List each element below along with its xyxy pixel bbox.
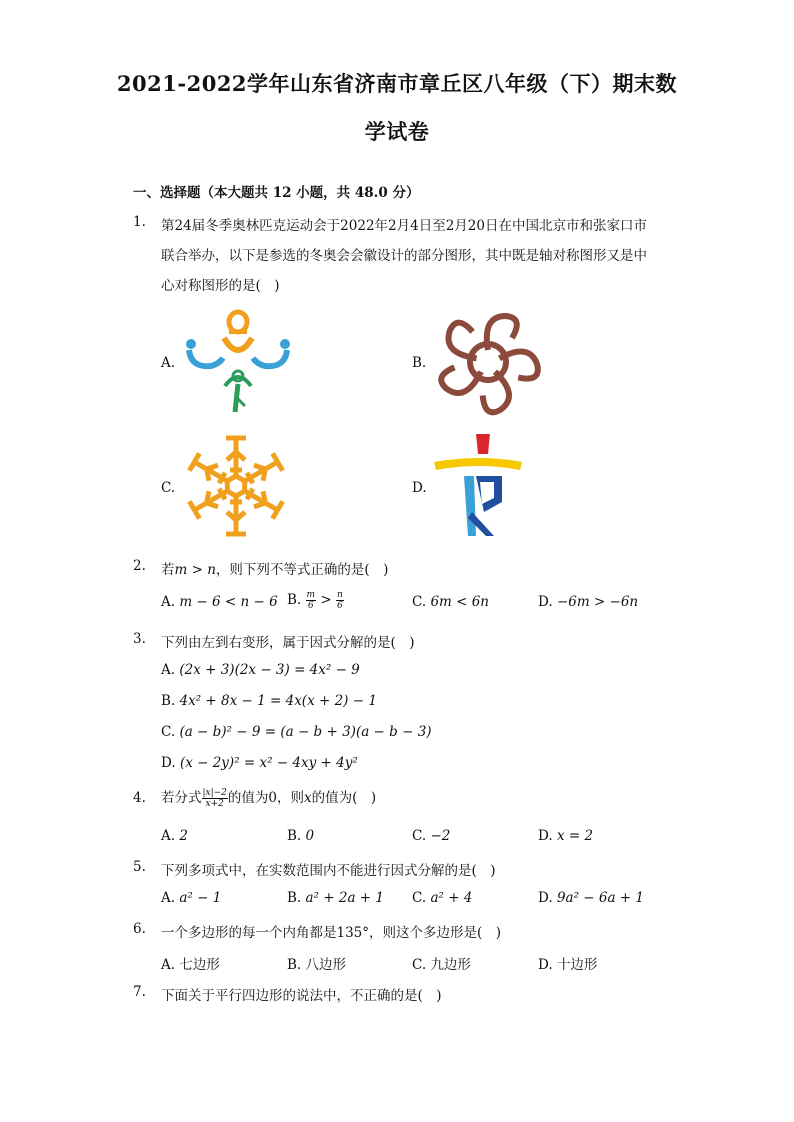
question-stem <box>161 786 376 809</box>
option-label: D. <box>538 957 553 973</box>
option-text: a² − 1 <box>179 890 222 906</box>
question-number: 3. <box>133 631 146 647</box>
option-label: B. <box>161 693 176 709</box>
option-b <box>287 953 346 973</box>
option-a <box>161 890 221 906</box>
fraction <box>306 590 317 611</box>
option-text: 6m < 6n <box>430 594 490 610</box>
question-text-line: 联合举办，以下是参选的冬奥会会徽设计的部分图形，其中既是轴对称图形又是中 <box>161 248 647 264</box>
option-text: 八边形 <box>305 957 347 973</box>
question-number: 7. <box>133 984 146 1000</box>
stem-math: m > n <box>174 562 216 578</box>
option-label: D. <box>538 890 553 906</box>
option-text: −2 <box>430 828 451 844</box>
option-text: 九边形 <box>430 957 471 973</box>
option-label: C. <box>412 890 427 906</box>
stem-text: 若分式 <box>161 790 202 806</box>
section-heading: 一、选择题（本大题共 12 小题，共 48.0 分） <box>133 185 420 201</box>
question-stem: 下面关于平行四边形的说法中，不正确的是( ) <box>161 988 442 1004</box>
question-number: 5. <box>133 859 146 875</box>
option-label: A. <box>161 957 176 973</box>
option-c <box>161 724 432 740</box>
option-b <box>287 828 314 844</box>
option-text: (x − 2y)² = x² − 4xy + 4y² <box>179 755 358 771</box>
option-label: A. <box>161 890 176 906</box>
option-label: A. <box>161 594 176 610</box>
question-text-line: 第24届冬季奥林匹克运动会于2022年2月4日至2月20日在中国北京市和张家口市 <box>161 218 647 234</box>
stem-text: 若 <box>161 562 175 578</box>
question-stem: 下列多项式中，在实数范围内不能进行因式分解的是( ) <box>161 863 496 879</box>
option-a <box>161 828 188 844</box>
option-d <box>538 890 644 906</box>
option-c <box>412 953 471 973</box>
option-text: (a − b)² − 9 = (a − b + 3)(a − b − 3) <box>179 724 432 740</box>
option-text: a² + 4 <box>430 890 473 906</box>
option-text: (2x + 3)(2x − 3) = 4x² − 9 <box>179 662 360 678</box>
option-label: A. <box>161 828 176 844</box>
option-text: 十边形 <box>556 957 598 973</box>
option-label-b: B. <box>412 355 427 371</box>
option-text: 0 <box>305 828 315 844</box>
option-label: B. <box>287 890 302 906</box>
stem-text: 的值为0，则 <box>227 790 305 806</box>
fraction-denominator: 6 <box>337 601 343 611</box>
question-number: 1. <box>133 214 146 230</box>
fraction-numerator: m <box>306 590 316 600</box>
question-stem <box>161 558 388 578</box>
option-label: B. <box>287 957 302 973</box>
option-d <box>538 828 593 844</box>
option-text: −6m > −6n <box>556 594 639 610</box>
emblem-c-image <box>182 432 290 540</box>
option-d <box>161 755 358 771</box>
option-label-d: D. <box>412 480 427 496</box>
option-d <box>538 953 597 973</box>
option-a <box>161 953 220 973</box>
fraction-denominator: 6 <box>307 601 314 611</box>
option-text: a² + 2a + 1 <box>305 890 384 906</box>
option-label: B. <box>287 592 302 608</box>
option-label: B. <box>287 828 302 844</box>
emblem-b-image <box>438 310 538 414</box>
option-a <box>161 662 360 678</box>
fraction <box>336 590 344 611</box>
fraction-numerator: n <box>336 590 343 600</box>
option-b <box>287 590 344 611</box>
option-c <box>412 890 472 906</box>
option-a <box>161 594 278 610</box>
option-label: C. <box>412 957 427 973</box>
page-title-line2: 学试卷 <box>364 119 430 144</box>
question-stem: 一个多边形的每一个内角都是135°，则这个多边形是( ) <box>161 925 502 941</box>
option-c <box>412 594 489 610</box>
stem-math: x <box>304 790 312 806</box>
stem-text: 的值为( ) <box>311 790 377 806</box>
option-d <box>538 594 638 610</box>
option-text: m − 6 < n − 6 <box>179 594 278 610</box>
option-label-a: A. <box>161 355 176 371</box>
page-title-line1: 2021-2022学年山东省济南市章丘区八年级（下）期末数 <box>116 71 678 96</box>
option-text: x = 2 <box>556 828 594 844</box>
option-label: D. <box>538 828 553 844</box>
option-label: D. <box>161 755 176 771</box>
option-label: C. <box>161 724 176 740</box>
option-b <box>161 693 377 709</box>
option-text: 9a² − 6a + 1 <box>556 890 645 906</box>
option-c <box>412 828 450 844</box>
option-b <box>287 890 384 906</box>
stem-text: ，则下列不等式正确的是( ) <box>215 562 389 578</box>
option-label: D. <box>538 594 553 610</box>
emblem-d-image <box>434 432 526 538</box>
question-number: 2. <box>133 558 146 574</box>
emblem-a-image <box>183 308 293 416</box>
option-label: A. <box>161 662 176 678</box>
fraction-numerator: |x|−2 <box>202 788 227 798</box>
fraction <box>202 788 228 809</box>
option-text: 2 <box>179 828 188 844</box>
option-text: 七边形 <box>179 957 220 973</box>
option-label: C. <box>412 594 427 610</box>
option-label: C. <box>412 828 427 844</box>
question-text-line: 心对称图形的是( ) <box>161 278 280 294</box>
question-number: 6. <box>133 921 146 937</box>
fraction-denominator: x+2 <box>205 799 224 809</box>
question-stem: 下列由左到右变形，属于因式分解的是( ) <box>161 635 415 651</box>
relation-sign: > <box>320 592 332 608</box>
option-label-c: C. <box>161 480 176 496</box>
question-number: 4. <box>133 790 146 806</box>
option-text: 4x² + 8x − 1 = 4x(x + 2) − 1 <box>179 693 377 709</box>
